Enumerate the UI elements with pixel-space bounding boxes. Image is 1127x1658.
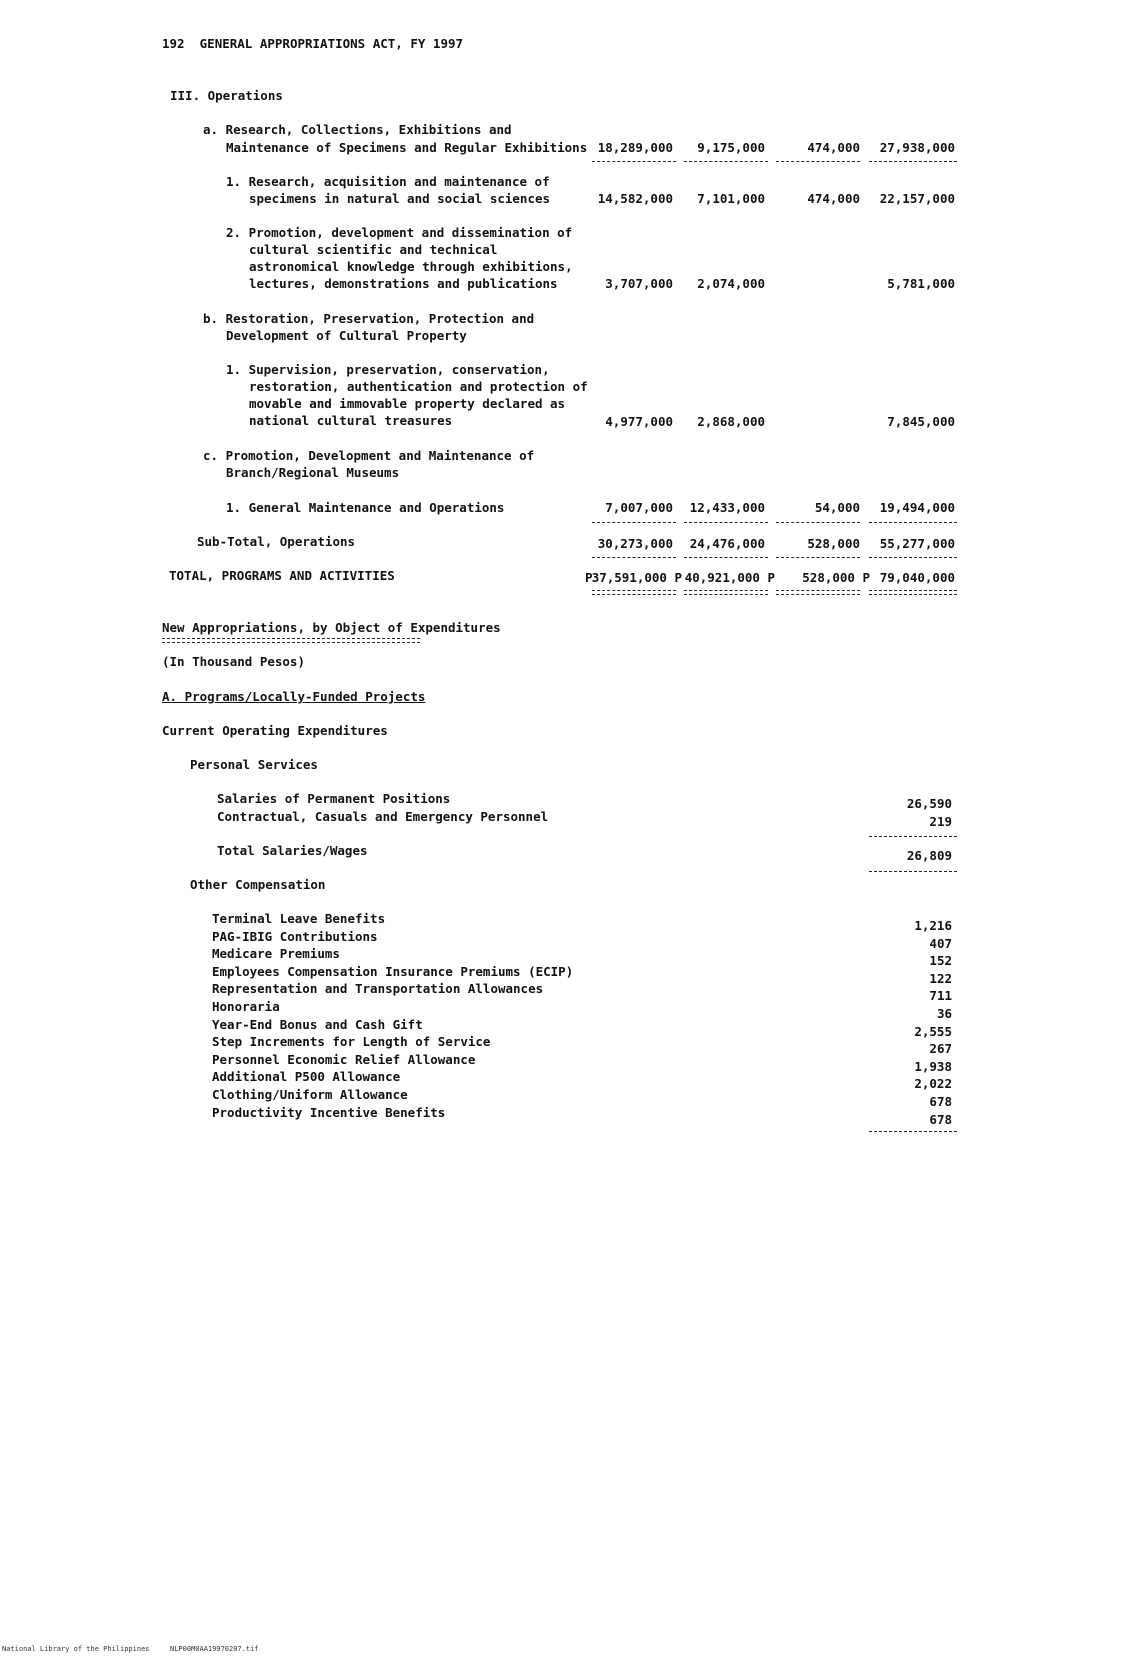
divider [776,522,860,523]
other-comp-label: Step Increments for Length of Service [212,1034,491,1050]
double-divider [869,590,957,595]
section-heading: III. Operations [170,88,283,103]
other-comp-value: 267 [929,1041,952,1057]
divider [684,161,768,162]
program-a2-col1: 3,707,000 [605,276,673,291]
salary-item-value: 26,590 [906,796,952,811]
divider [776,557,860,558]
other-comp-value: 2,022 [914,1076,952,1092]
program-a-col1: 18,289,000 [597,140,673,155]
program-b1-label-2: restoration, authentication and protection of [249,379,588,394]
divider [592,557,676,558]
program-c-label-1: c. Promotion, Development and Maintenance of [203,448,535,463]
footer-filename: NLP00M0AA19970207.tif [170,1645,259,1653]
total-col3: 528,000 P [802,570,870,585]
other-comp-values [842,917,952,1128]
subtitle-programs: A. Programs/Locally-Funded Projects [162,689,426,704]
other-comp-value: 711 [929,988,952,1004]
document-title: GENERAL APPROPRIATIONS ACT, FY 1997 [199,36,464,51]
program-b1-col4: 7,845,000 [887,414,955,429]
program-c1-label: 1. General Maintenance and Operations [226,500,505,515]
program-a-col4: 27,938,000 [879,140,955,155]
program-b1-label-4: national cultural treasures [249,413,453,428]
total-col2: 40,921,000 P [684,570,775,585]
other-comp-label: Clothing/Uniform Allowance [212,1086,408,1102]
other-comp-value: 678 [929,1093,952,1109]
divider [592,161,676,162]
other-comp-value: 678 [929,1111,952,1127]
other-comp-value: 1,938 [914,1058,952,1074]
other-comp-label: Additional P500 Allowance [212,1069,401,1085]
program-c1-col4: 19,494,000 [879,500,955,515]
footer-library: National Library of the Philippines [2,1645,150,1653]
other-compensation-heading: Other Compensation [190,877,326,892]
program-b-label-2: Development of Cultural Property [226,328,467,343]
program-c1-col2: 12,433,000 [689,500,765,515]
double-divider [776,590,860,595]
total-peso-sign: P [585,570,593,585]
divider [684,557,768,558]
salary-item-value: 219 [929,814,952,829]
divider [869,522,957,523]
other-comp-value: 2,555 [914,1023,952,1039]
other-comp-label: Honoraria [212,998,280,1014]
subtotal-col3: 528,000 [807,536,860,551]
divider [776,161,860,162]
subtotal-col4: 55,277,000 [879,536,955,551]
program-a1-label-2: specimens in natural and social sciences [249,191,551,206]
total-salaries-label: Total Salaries/Wages [217,843,368,858]
other-comp-value: 407 [929,935,952,951]
current-operating-heading: Current Operating Expenditures [162,723,388,738]
program-a1-col3: 474,000 [807,191,860,206]
personal-services-heading: Personal Services [190,757,318,772]
program-a1-label-1: 1. Research, acquisition and maintenance of [226,174,550,189]
page-header [162,36,463,51]
program-a-col2: 9,175,000 [697,140,765,155]
divider [869,836,957,837]
page-number: 192 [162,36,185,51]
double-divider [684,590,768,595]
total-col1: 37,591,000 P [591,570,682,585]
other-comp-label: Employees Compensation Insurance Premiums (ECIP) [212,963,574,979]
divider [869,1131,957,1132]
program-a1-col1: 14,582,000 [597,191,673,206]
subtotal-label: Sub-Total, Operations [197,534,356,549]
other-comp-label: Personnel Economic Relief Allowance [212,1051,476,1067]
divider [869,557,957,558]
other-comp-value: 122 [929,970,952,986]
program-a-label-1: a. Research, Collections, Exhibitions and [203,122,512,137]
unit-note: (In Thousand Pesos) [162,654,305,669]
title-double-underline [162,638,420,643]
program-a2-label-2: cultural scientific and technical [249,242,498,257]
program-a2-label-3: astronomical knowledge through exhibitions, [249,259,573,274]
program-a-col3: 474,000 [807,140,860,155]
total-col4: 79,040,000 [879,570,955,585]
program-a1-col4: 22,157,000 [879,191,955,206]
other-comp-label: Terminal Leave Benefits [212,911,386,926]
program-b1-label-3: movable and immovable property declared as [249,396,566,411]
total-salaries-value: 26,809 [906,848,952,863]
divider [869,871,957,872]
other-comp-label: Productivity Incentive Benefits [212,1104,446,1120]
program-a-label-2: Maintenance of Specimens and Regular Exhibitions [226,140,588,155]
other-comp-label: Representation and Transportation Allowances [212,981,544,997]
program-b1-label-1: 1. Supervision, preservation, conservation, [226,362,550,377]
other-comp-label: Year-End Bonus and Cash Gift [212,1016,423,1032]
program-b1-col1: 4,977,000 [605,414,673,429]
other-comp-label: Medicare Premiums [212,946,340,962]
program-a2-col4: 5,781,000 [887,276,955,291]
divider [869,161,957,162]
other-comp-value: 1,216 [914,918,952,933]
double-divider [592,590,676,595]
program-a2-label-1: 2. Promotion, development and dissemination of [226,225,573,240]
subtotal-col2: 24,476,000 [689,536,765,551]
program-b1-col2: 2,868,000 [697,414,765,429]
divider [592,522,676,523]
program-c1-col1: 7,007,000 [605,500,673,515]
program-c-label-2: Branch/Regional Museums [226,465,400,480]
other-comp-value: 36 [936,1005,952,1021]
total-label: TOTAL, PROGRAMS AND ACTIVITIES [169,568,395,583]
program-b-label-1: b. Restoration, Preservation, Protection and [203,311,535,326]
salary-item-label: Contractual, Casuals and Emergency Personnel [217,809,549,824]
other-comp-value: 152 [929,953,952,969]
program-a2-col2: 2,074,000 [697,276,765,291]
program-a2-label-4: lectures, demonstrations and publications [249,276,558,291]
salary-item-label: Salaries of Permanent Positions [217,791,451,806]
new-approp-title: New Appropriations, by Object of Expenditures [162,620,501,635]
other-comp-label: PAG-IBIG Contributions [212,928,378,944]
subtotal-col1: 30,273,000 [597,536,673,551]
program-a1-col2: 7,101,000 [697,191,765,206]
other-comp-labels [212,910,573,1121]
program-c1-col3: 54,000 [814,500,860,515]
divider [684,522,768,523]
